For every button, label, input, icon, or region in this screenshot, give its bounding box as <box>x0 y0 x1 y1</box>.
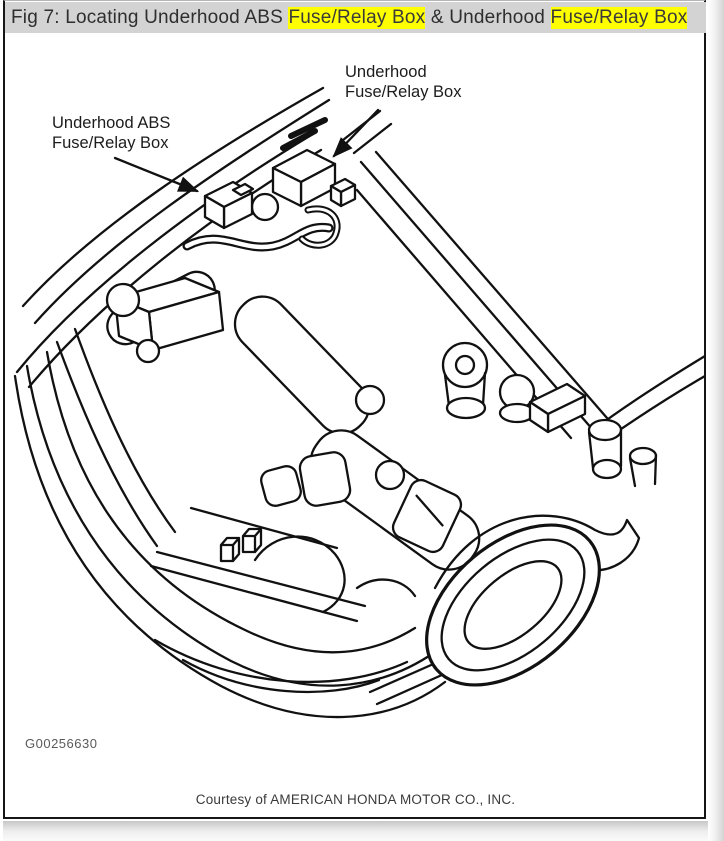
page-edge-gradient-right <box>708 0 724 841</box>
page-edge-gradient-bottom <box>3 821 708 841</box>
abs-fuse-relay-box-graphic <box>205 182 253 228</box>
title-highlight-2: Fuse/Relay Box <box>550 6 688 28</box>
underhood-box-label-line2: Fuse/Relay Box <box>345 83 462 101</box>
title-highlight-1: Fuse/Relay Box <box>288 6 426 28</box>
title-text-2: & Underhood <box>425 6 551 28</box>
figure-number: G00256630 <box>25 736 98 751</box>
abs-box-arrow <box>115 158 197 191</box>
abs-box-label-line2: Fuse/Relay Box <box>52 134 169 152</box>
title-text-1: Fig 7: Locating Underhood ABS <box>11 6 289 28</box>
courtesy-line: Courtesy of AMERICAN HONDA MOTOR CO., INC. <box>195 792 516 807</box>
abs-box-label-line1: Underhood ABS <box>52 114 171 132</box>
left-apron-lines <box>57 329 175 546</box>
underhood-box-label-line1: Underhood <box>345 63 427 81</box>
engine-bay-diagram <box>5 40 705 730</box>
figure-title-bar <box>5 2 706 33</box>
underhood-box-arrow <box>334 110 378 156</box>
leader-arrows <box>115 110 378 191</box>
